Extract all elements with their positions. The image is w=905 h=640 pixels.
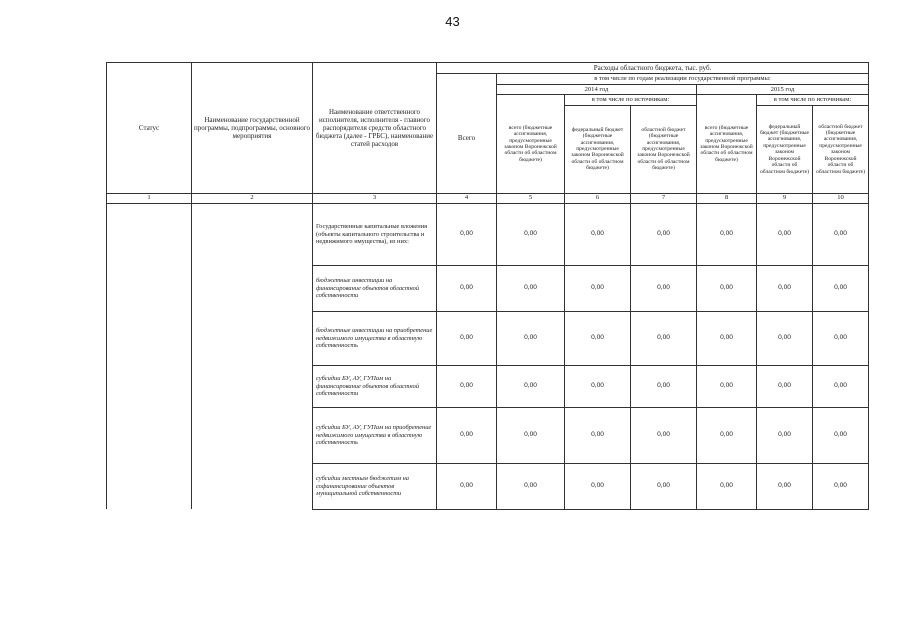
row-value: 0,00: [565, 463, 631, 509]
header-program-name: Наименование государственной программы, подпрограммы, основного мероприятия: [192, 63, 313, 194]
program-cell: [192, 203, 313, 509]
row-value: 0,00: [697, 365, 757, 407]
col-number: 10: [813, 193, 869, 203]
row-name: Государственные капитальные вложения (объекты капитального строительства и недвижимого имущества), из них:: [313, 203, 437, 265]
table-row: [107, 203, 869, 265]
row-value: 0,00: [697, 265, 757, 311]
row-value: 0,00: [437, 407, 497, 463]
header-executor: Наименование ответственного исполнителя, исполнителя - главного распорядителя средств областного бюджета (далее - ГРБС), наименование статей расходов: [313, 63, 437, 194]
row-value: 0,00: [437, 365, 497, 407]
header-col-total-2014: всего (бюджетные ассигнования, предусмотренные законом Воронежской области об областном бюджете): [497, 95, 565, 194]
row-value: 0,00: [813, 365, 869, 407]
row-value: 0,00: [565, 365, 631, 407]
row-value: 0,00: [497, 463, 565, 509]
header-status: Статус: [107, 63, 192, 194]
status-cell: [107, 203, 192, 509]
row-value: 0,00: [631, 203, 697, 265]
row-value: 0,00: [497, 407, 565, 463]
col-number: 5: [497, 193, 565, 203]
header-col-federal-2015: федеральный бюджет (бюджетные ассигнования, предусмотренные законом Воронежской области об областном бюджете): [757, 105, 813, 193]
row-value: 0,00: [631, 365, 697, 407]
row-value: 0,00: [757, 203, 813, 265]
col-number: 2: [192, 193, 313, 203]
row-value: 0,00: [697, 407, 757, 463]
row-value: 0,00: [497, 203, 565, 265]
row-value: 0,00: [697, 463, 757, 509]
row-name: бюджетные инвестиции на приобретение недвижимого имущества в областную собственность: [313, 311, 437, 365]
row-value: 0,00: [497, 311, 565, 365]
row-value: 0,00: [437, 203, 497, 265]
row-name: субсидии БУ, АУ, ГУПам на финансирование объектов областной собственности: [313, 365, 437, 407]
row-value: 0,00: [565, 311, 631, 365]
page-number: 43: [445, 14, 460, 29]
header-by-years: в том числе по годам реализации государственной программы:: [497, 74, 869, 85]
col-number: 3: [313, 193, 437, 203]
row-value: 0,00: [437, 265, 497, 311]
row-value: 0,00: [697, 203, 757, 265]
header-expenses-title: Расходы областного бюджета, тыс. руб.: [437, 63, 869, 74]
col-number: 1: [107, 193, 192, 203]
row-value: 0,00: [565, 265, 631, 311]
row-value: 0,00: [813, 463, 869, 509]
col-number: 6: [565, 193, 631, 203]
row-value: 0,00: [757, 407, 813, 463]
row-name: субсидии БУ, АУ, ГУПам на приобретение недвижимого имущества в областную собственность: [313, 407, 437, 463]
row-value: 0,00: [631, 265, 697, 311]
row-value: 0,00: [813, 265, 869, 311]
row-value: 0,00: [631, 311, 697, 365]
col-number: 7: [631, 193, 697, 203]
row-value: 0,00: [497, 265, 565, 311]
col-number: 4: [437, 193, 497, 203]
budget-table: [106, 62, 869, 510]
row-value: 0,00: [437, 311, 497, 365]
row-value: 0,00: [757, 311, 813, 365]
header-year-2014: 2014 год: [497, 84, 697, 95]
row-name: бюджетные инвестиции на финансирование объектов областной собственности: [313, 265, 437, 311]
row-value: 0,00: [437, 463, 497, 509]
header-col-regional-2015: областной бюджет (бюджетные ассигнования, предусмотренные законом Воронежской области об областном бюджете): [813, 105, 869, 193]
row-value: 0,00: [497, 365, 565, 407]
header-col-regional-2014: областной бюджет (бюджетные ассигнования, предусмотренные законом Воронежской области об областном бюджете): [631, 105, 697, 193]
row-value: 0,00: [757, 265, 813, 311]
header-col-total-2015: всего (бюджетные ассигнования, предусмотренные законом Воронежской области об областном бюджете): [697, 95, 757, 194]
col-number: 8: [697, 193, 757, 203]
col-number: 9: [757, 193, 813, 203]
header-year-2015: 2015 год: [697, 84, 869, 95]
row-value: 0,00: [697, 311, 757, 365]
row-value: 0,00: [565, 407, 631, 463]
row-value: 0,00: [757, 365, 813, 407]
row-value: 0,00: [813, 311, 869, 365]
header-col-federal-2014: федеральный бюджет (бюджетные ассигнования, предусмотренные законом Воронежской области об областном бюджете): [565, 105, 631, 193]
row-value: 0,00: [757, 463, 813, 509]
row-name: субсидии местным бюджетам на софинансирование объектов муниципальной собственности: [313, 463, 437, 509]
header-by-sources-2015: в том числе по источникам:: [757, 95, 869, 106]
row-value: 0,00: [631, 463, 697, 509]
row-value: 0,00: [565, 203, 631, 265]
row-value: 0,00: [813, 407, 869, 463]
row-value: 0,00: [813, 203, 869, 265]
header-total: Всего: [437, 84, 497, 193]
row-value: 0,00: [631, 407, 697, 463]
header-by-sources-2014: в том числе по источникам:: [565, 95, 697, 106]
